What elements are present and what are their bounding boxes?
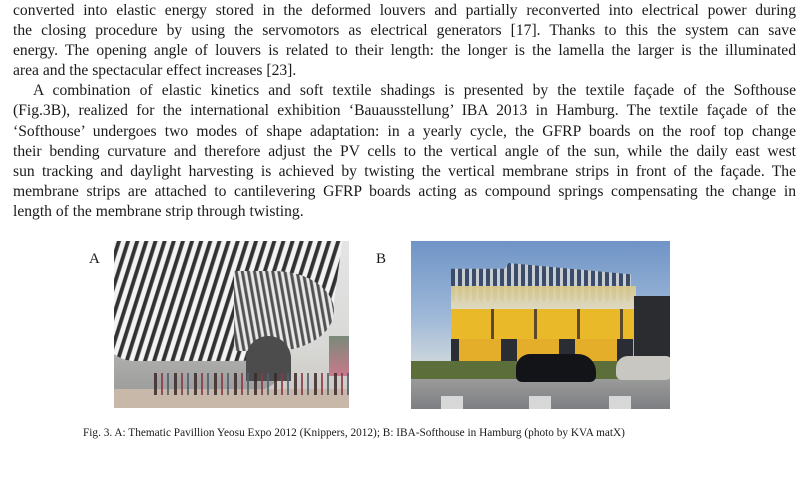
- softhouse-upper-windows: [451, 309, 636, 339]
- text-line: A combination of elastic kinetics and soft textile shadings is presented by the textile façade of the Softhouse: [33, 82, 796, 100]
- concrete-block: [609, 396, 631, 409]
- concrete-block: [529, 396, 551, 409]
- text-line: energy. The opening angle of louvers is related to their length: the longer is the lamella the larger is the illuminated: [13, 42, 796, 60]
- text-line: the closing procedure by using the servomotors as electrical generators [17]. Thanks to this the system can save: [13, 22, 796, 40]
- text-line: area and the spectacular effect increases [23].: [13, 62, 297, 80]
- black-car: [516, 354, 596, 382]
- visitors-crowd: [154, 373, 349, 395]
- body-text: [13, 1, 796, 222]
- figure-caption: Fig. 3. A: Thematic Pavillion Yeosu Expo 2012 (Knippers, 2012); B: IBA-Softhouse in Hamburg (photo by KVA matX): [83, 427, 625, 439]
- silver-car: [616, 356, 670, 380]
- text-line: membrane strips are attached to cantilevering GFRP boards acting as compound springs compensating the change in: [13, 182, 796, 200]
- text-line: (Fig.3B), realized for the international exhibition ‘Bauausstellung’ IBA 2013 in Hamburg. The textile façade of the: [13, 102, 796, 120]
- photo-pavilion-yeosu: [114, 241, 349, 408]
- softhouse-membrane-strips: [451, 286, 636, 311]
- figure-label-b: B: [376, 251, 387, 267]
- text-line: ‘Softhouse’ undergoes two modes of shape adaptation: in a yearly cycle, the GFRP boards on the roof top change: [13, 122, 796, 140]
- concrete-block: [441, 396, 463, 409]
- background-hill: [329, 336, 349, 376]
- text-line: sun tracking and daylight harvesting is achieved by twisting the vertical membrane strips in front of the façade. The: [13, 162, 796, 180]
- text-line: their bending curvature and therefore adjust the PV cells to the vertical angle of the sun, while the daily east west: [13, 142, 796, 160]
- text-line: converted into elastic energy stored in the deformed louvers and partially reconverted into electrical power during: [13, 2, 796, 19]
- text-line: length of the membrane strip through twisting.: [13, 202, 304, 220]
- figure-label-a: A: [89, 251, 100, 267]
- photo-softhouse-hamburg: [411, 241, 670, 409]
